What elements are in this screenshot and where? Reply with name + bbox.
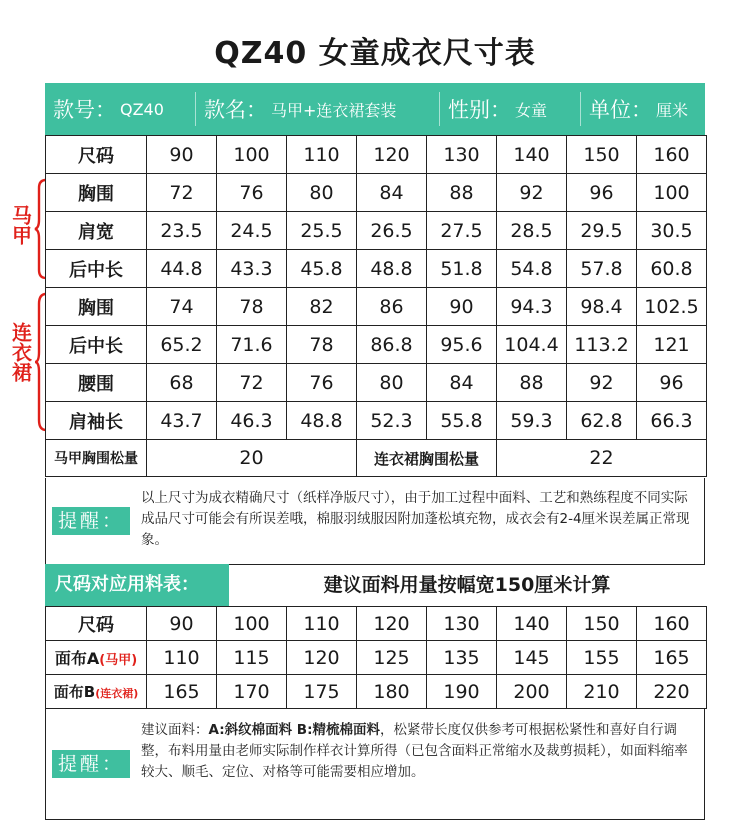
measurement-value: 72 xyxy=(217,364,287,402)
measurement-label: 后中长 xyxy=(46,250,147,288)
fabric-a-value: 115 xyxy=(217,641,287,675)
measurement-value: 78 xyxy=(217,288,287,326)
style-name-value: 马甲+连衣裙套装 xyxy=(271,100,397,120)
size-header-cell: 110 xyxy=(287,136,357,174)
size-header-cell: 160 xyxy=(637,136,707,174)
info-header-bar xyxy=(45,83,705,135)
ease-vest-value: 20 xyxy=(147,440,357,477)
fabric-a-value: 155 xyxy=(567,641,637,675)
fabric-a-value: 145 xyxy=(497,641,567,675)
measurement-value: 26.5 xyxy=(357,212,427,250)
fabric-b-note: (连衣裙) xyxy=(95,687,139,700)
measurement-value: 84 xyxy=(357,174,427,212)
measurement-value: 29.5 xyxy=(567,212,637,250)
fabric-b-value: 175 xyxy=(287,675,357,709)
measurement-value: 71.6 xyxy=(217,326,287,364)
fabric-b-label xyxy=(46,675,147,709)
measurement-value: 51.8 xyxy=(427,250,497,288)
style-name-cell xyxy=(196,83,439,135)
fabric-b-value: 220 xyxy=(637,675,707,709)
measurement-value: 45.8 xyxy=(287,250,357,288)
fabric-a-note: (马甲) xyxy=(99,653,138,668)
page-title: QZ40 女童成衣尺寸表 xyxy=(214,36,536,71)
style-number-cell xyxy=(45,83,195,135)
measurement-row xyxy=(46,402,707,440)
group-label-vest xyxy=(8,205,32,250)
measurement-value: 46.3 xyxy=(217,402,287,440)
size-header-cell: 150 xyxy=(567,136,637,174)
measurement-value: 82 xyxy=(287,288,357,326)
reminder-text-2 xyxy=(141,720,701,783)
reminder-2-body: ，松紧带长度仅供参考可根据松紧性和喜好自行调整，布料用量由老师实际制作样衣计算所得（已包含面料正常缩水及裁剪损耗），如面料缩率较大、顺毛、定位、对格等可能需要相应增加。 xyxy=(141,722,688,780)
ease-row xyxy=(46,440,707,477)
fabric-size-cell: 100 xyxy=(217,607,287,641)
ease-dress-value: 22 xyxy=(497,440,707,477)
measurement-value: 43.3 xyxy=(217,250,287,288)
measurement-value: 57.8 xyxy=(567,250,637,288)
measurement-value: 76 xyxy=(217,174,287,212)
reminder-2-fabrics: A:斜纹棉面料 B:精梳棉面料 xyxy=(208,722,380,738)
style-name-label: 款名： xyxy=(204,98,267,122)
size-table xyxy=(45,135,707,477)
unit-label: 单位： xyxy=(589,98,652,122)
gender-cell xyxy=(440,83,580,135)
fabric-b-value: 210 xyxy=(567,675,637,709)
size-header-cell: 100 xyxy=(217,136,287,174)
ease-dress-label: 连衣裙胸围松量 xyxy=(357,440,497,477)
measurement-row xyxy=(46,364,707,402)
group-dress-text: 连衣裙 xyxy=(8,322,33,382)
fabric-section-title: 建议面料用量按幅宽150厘米计算 xyxy=(323,574,611,596)
size-header-row xyxy=(46,136,707,174)
measurement-value: 80 xyxy=(287,174,357,212)
measurement-label: 肩宽 xyxy=(46,212,147,250)
measurement-value: 43.7 xyxy=(147,402,217,440)
measurement-value: 96 xyxy=(637,364,707,402)
style-number-value: QZ40 xyxy=(120,99,164,119)
fabric-size-cell: 130 xyxy=(427,607,497,641)
measurement-value: 66.3 xyxy=(637,402,707,440)
measurement-value: 55.8 xyxy=(427,402,497,440)
measurement-value: 24.5 xyxy=(217,212,287,250)
fabric-size-cell: 90 xyxy=(147,607,217,641)
unit-value: 厘米 xyxy=(656,100,689,120)
measurement-value: 102.5 xyxy=(637,288,707,326)
measurement-value: 60.8 xyxy=(637,250,707,288)
fabric-size-row xyxy=(46,607,707,641)
measurement-label: 胸围 xyxy=(46,288,147,326)
measurement-value: 44.8 xyxy=(147,250,217,288)
fabric-size-cell: 140 xyxy=(497,607,567,641)
fabric-section-header xyxy=(45,564,705,606)
style-number-label: 款号： xyxy=(53,98,116,122)
measurement-value: 92 xyxy=(567,364,637,402)
fabric-a-value: 165 xyxy=(637,641,707,675)
measurement-value: 23.5 xyxy=(147,212,217,250)
measurement-value: 76 xyxy=(287,364,357,402)
measurement-value: 48.8 xyxy=(357,250,427,288)
measurement-value: 113.2 xyxy=(567,326,637,364)
size-header-cell: 130 xyxy=(427,136,497,174)
size-label-cell: 尺码 xyxy=(46,136,147,174)
measurement-value: 68 xyxy=(147,364,217,402)
unit-cell xyxy=(581,83,705,135)
measurement-value: 25.5 xyxy=(287,212,357,250)
size-header-cell: 90 xyxy=(147,136,217,174)
measurement-value: 74 xyxy=(147,288,217,326)
measurement-value: 27.5 xyxy=(427,212,497,250)
group-label-dress xyxy=(8,322,32,387)
fabric-a-value: 125 xyxy=(357,641,427,675)
size-header-cell: 140 xyxy=(497,136,567,174)
measurement-value: 62.8 xyxy=(567,402,637,440)
fabric-b-value: 180 xyxy=(357,675,427,709)
measurement-value: 59.3 xyxy=(497,402,567,440)
fabric-size-cell: 110 xyxy=(287,607,357,641)
measurement-value: 80 xyxy=(357,364,427,402)
measurement-value: 104.4 xyxy=(497,326,567,364)
gender-label: 性别： xyxy=(448,98,511,122)
measurement-row xyxy=(46,326,707,364)
measurement-value: 121 xyxy=(637,326,707,364)
fabric-b-value: 190 xyxy=(427,675,497,709)
measurement-value: 86 xyxy=(357,288,427,326)
fabric-size-cell: 160 xyxy=(637,607,707,641)
reminder-text: 以上尺寸为成衣精确尺寸（纸样净版尺寸），由于加工过程中面料、工艺和熟练程度不同实际成品尺寸可能会有所误差哦，棉服羽绒服因附加蓬松填充物，成衣会有2-4厘米误差属正常现象。 xyxy=(141,490,690,548)
fabric-a-value: 135 xyxy=(427,641,497,675)
fabric-table xyxy=(45,606,707,709)
gender-value: 女童 xyxy=(515,100,548,120)
measurement-row xyxy=(46,288,707,326)
measurement-label: 腰围 xyxy=(46,364,147,402)
reminder-badge-2: 提醒： xyxy=(52,750,130,778)
fabric-a-name: 面布A xyxy=(54,649,100,668)
measurement-label: 胸围 xyxy=(46,174,147,212)
fabric-size-cell: 150 xyxy=(567,607,637,641)
measurement-value: 90 xyxy=(427,288,497,326)
fabric-b-value: 170 xyxy=(217,675,287,709)
measurement-label: 肩袖长 xyxy=(46,402,147,440)
measurement-value: 92 xyxy=(497,174,567,212)
fabric-a-row xyxy=(46,641,707,675)
measurement-value: 98.4 xyxy=(567,288,637,326)
fabric-a-value: 110 xyxy=(147,641,217,675)
fabric-size-cell: 120 xyxy=(357,607,427,641)
measurement-value: 88 xyxy=(427,174,497,212)
fabric-a-label xyxy=(46,641,147,675)
group-vest-text: 马甲 xyxy=(8,205,33,245)
fabric-b-name: 面布B xyxy=(53,683,96,701)
measurement-value: 48.8 xyxy=(287,402,357,440)
measurement-value: 96 xyxy=(567,174,637,212)
measurement-value: 54.8 xyxy=(497,250,567,288)
measurement-label: 后中长 xyxy=(46,326,147,364)
measurement-row xyxy=(46,174,707,212)
measurement-value: 30.5 xyxy=(637,212,707,250)
fabric-a-value: 120 xyxy=(287,641,357,675)
measurement-value: 100 xyxy=(637,174,707,212)
measurement-value: 84 xyxy=(427,364,497,402)
fabric-size-label: 尺码 xyxy=(46,607,147,641)
fabric-b-value: 165 xyxy=(147,675,217,709)
measurement-value: 86.8 xyxy=(357,326,427,364)
reminder-box-2 xyxy=(45,708,705,820)
measurement-row xyxy=(46,212,707,250)
measurement-value: 78 xyxy=(287,326,357,364)
reminder-2-prefix: 建议面料： xyxy=(141,722,209,738)
reminder-box-1 xyxy=(45,478,705,565)
fabric-section-tag: 尺码对应用料表： xyxy=(45,564,229,606)
measurement-row xyxy=(46,250,707,288)
size-header-cell: 120 xyxy=(357,136,427,174)
measurement-value: 28.5 xyxy=(497,212,567,250)
measurement-value: 72 xyxy=(147,174,217,212)
measurement-value: 95.6 xyxy=(427,326,497,364)
fabric-b-row xyxy=(46,675,707,709)
fabric-b-value: 200 xyxy=(497,675,567,709)
measurement-value: 65.2 xyxy=(147,326,217,364)
measurement-value: 52.3 xyxy=(357,402,427,440)
measurement-value: 88 xyxy=(497,364,567,402)
reminder-badge: 提醒： xyxy=(52,507,130,535)
ease-vest-label: 马甲胸围松量 xyxy=(46,440,147,477)
measurement-value: 94.3 xyxy=(497,288,567,326)
